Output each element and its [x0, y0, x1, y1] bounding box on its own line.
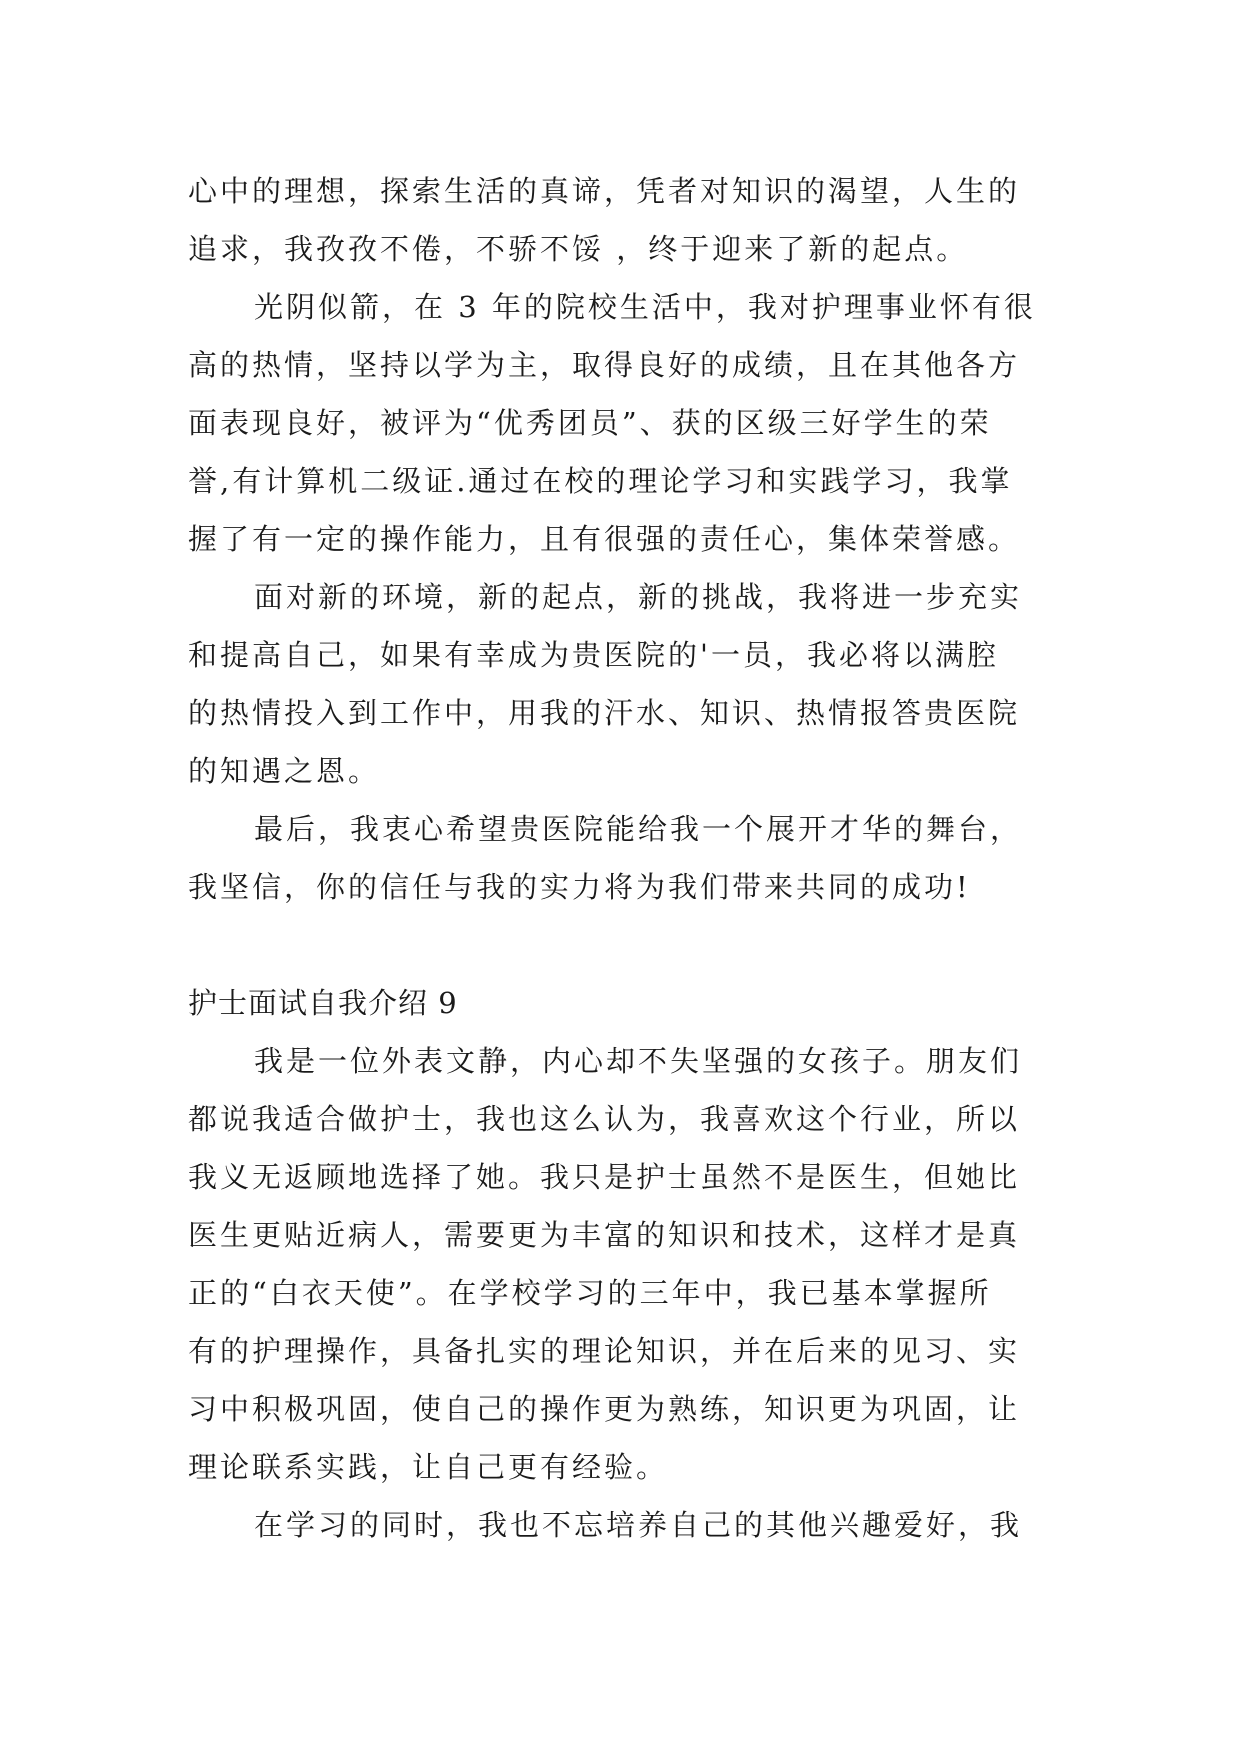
text-line: 在学习的同时，我也不忘培养自己的其他兴趣爱好，我 — [254, 1508, 1023, 1542]
section-spacer — [188, 916, 1068, 974]
text-line: 面对新的环境，新的起点，新的挑战，我将进一步充实 — [254, 580, 1023, 614]
text-line: 的知遇之恩。 — [188, 754, 381, 788]
text-line: 我是一位外表文静，内心却不失坚强的女孩子。朋友们 — [254, 1044, 1023, 1078]
text-line: 高的热情，坚持以学为主，取得良好的成绩，且在其他各方 — [188, 348, 1021, 382]
text-line: 我坚信，你的信任与我的实力将为我们带来共同的成功! — [188, 870, 971, 904]
paragraph — [188, 1032, 1068, 1496]
text-line: 正的“白衣天使”。在学校学习的三年中，我已基本掌握所 — [188, 1276, 992, 1310]
text-line: 和提高自己，如果有幸成为贵医院的'一员，我必将以满腔 — [188, 638, 999, 672]
text-line: 追求，我孜孜不倦，不骄不馁 ，终于迎来了新的起点。 — [188, 232, 969, 266]
text-line: 面表现良好，被评为“优秀团员”、获的区级三好学生的荣 — [188, 406, 992, 440]
text-line: 都说我适合做护士，我也这么认为，我喜欢这个行业，所以 — [188, 1102, 1021, 1136]
paragraph — [188, 1496, 1068, 1554]
text-line: 光阴似箭，在 3 年的院校生活中，我对护理事业怀有很 — [254, 290, 1036, 324]
text-line: 习中积极巩固，使自己的操作更为熟练，知识更为巩固，让 — [188, 1392, 1021, 1426]
text-line: 誉,有计算机二级证.通过在校的理论学习和实践学习，我掌 — [188, 464, 1013, 498]
text-line: 的热情投入到工作中，用我的汗水、知识、热情报答贵医院 — [188, 696, 1021, 730]
paragraph — [188, 568, 1068, 800]
text-line: 握了有一定的操作能力，且有很强的责任心，集体荣誉感。 — [188, 522, 1021, 556]
document-body — [188, 162, 1068, 1554]
paragraph — [188, 800, 1068, 916]
paragraph — [188, 162, 1068, 278]
text-line: 医生更贴近病人，需要更为丰富的知识和技术，这样才是真 — [188, 1218, 1021, 1252]
text-line: 理论联系实践，让自己更有经验。 — [188, 1450, 669, 1484]
text-line: 最后，我衷心希望贵医院能给我一个展开才华的舞台， — [254, 812, 1023, 846]
section-heading: 护士面试自我介绍 9 — [188, 986, 458, 1020]
text-line: 我义无返顾地选择了她。我只是护士虽然不是医生，但她比 — [188, 1160, 1021, 1194]
text-line: 有的护理操作，具备扎实的理论知识，并在后来的见习、实 — [188, 1334, 1021, 1368]
paragraph — [188, 278, 1068, 568]
text-line: 心中的理想，探索生活的真谛，凭者对知识的渴望，人生的 — [188, 174, 1021, 208]
